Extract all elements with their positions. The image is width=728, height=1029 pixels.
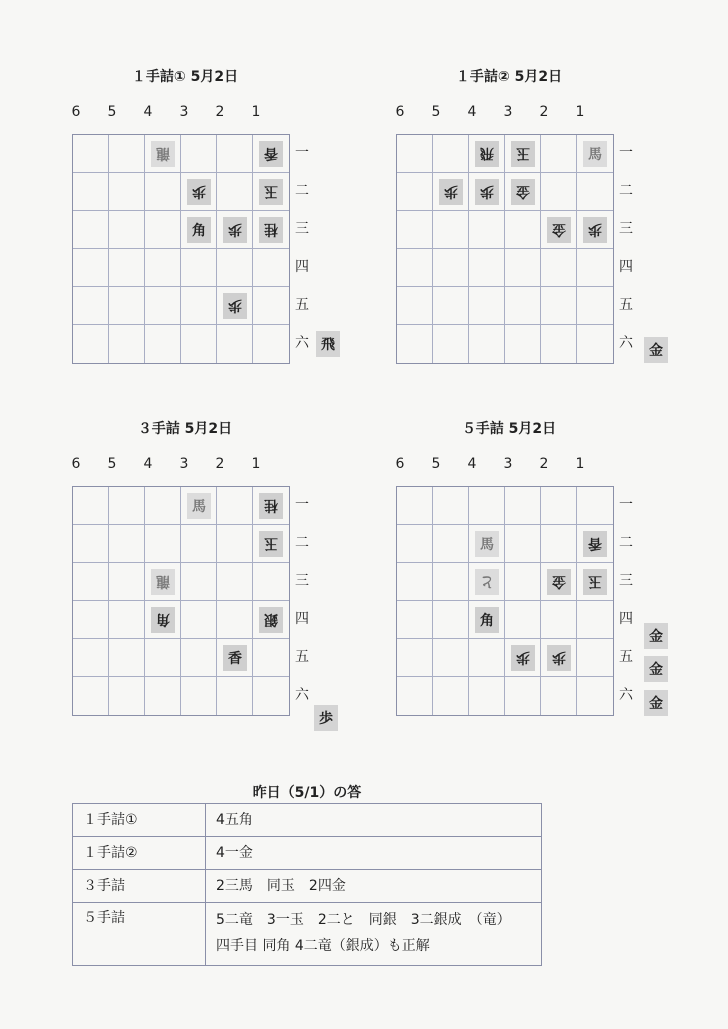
- board-square: [217, 173, 253, 211]
- answer-row: [73, 837, 542, 870]
- board-square: [181, 211, 217, 249]
- board-square: [433, 563, 469, 601]
- piece-in-hand: 金: [644, 690, 668, 716]
- shogi-piece: 桂: [259, 493, 283, 519]
- board-square: [541, 135, 577, 173]
- board-square: [577, 211, 613, 249]
- board-square: [577, 135, 613, 173]
- puzzle-title: ３手詰 5月2日: [137, 421, 233, 437]
- shogi-piece: 玉: [259, 531, 283, 557]
- board-square: [541, 487, 577, 525]
- puzzle-1: [72, 66, 372, 366]
- column-label: 4: [467, 104, 477, 120]
- shogi-piece: 香: [259, 141, 283, 167]
- board-square: [505, 249, 541, 287]
- board-square: [253, 601, 289, 639]
- board-square: [469, 563, 505, 601]
- shogi-piece: 金: [547, 569, 571, 595]
- board-square: [397, 135, 433, 173]
- column-label: 6: [71, 456, 81, 472]
- row-label: 六: [619, 687, 633, 703]
- board-square: [433, 487, 469, 525]
- board-square: [469, 677, 505, 715]
- answer-line: 5二竜 3一玉 2二と 同銀 3二銀成 （竜）: [216, 912, 511, 928]
- board-square: [109, 525, 145, 563]
- column-labels: [396, 104, 696, 122]
- board-square: [145, 135, 181, 173]
- board-square: [469, 525, 505, 563]
- board-square: [577, 677, 613, 715]
- row-label: 五: [295, 297, 309, 313]
- answer-row: [73, 870, 542, 903]
- column-label: 4: [143, 104, 153, 120]
- board-square: [109, 287, 145, 325]
- board-square: [181, 173, 217, 211]
- board-square: [109, 601, 145, 639]
- row-label: 二: [619, 183, 633, 199]
- shogi-piece: 香: [223, 645, 247, 671]
- board-square: [505, 211, 541, 249]
- board-square: [505, 601, 541, 639]
- piece-in-hand: 金: [644, 656, 668, 682]
- answer-label: ５手詰: [73, 903, 206, 966]
- row-label: 六: [295, 335, 309, 351]
- board-square: [541, 525, 577, 563]
- board-square: [217, 487, 253, 525]
- row-label: 三: [619, 573, 633, 589]
- shogi-piece: 馬: [583, 141, 607, 167]
- row-label: 四: [295, 259, 309, 275]
- board-square: [577, 325, 613, 363]
- board-square: [217, 525, 253, 563]
- board-square: [505, 639, 541, 677]
- row-labels: [616, 134, 636, 362]
- board-square: [505, 325, 541, 363]
- board-square: [433, 601, 469, 639]
- board-square: [145, 487, 181, 525]
- board-square: [109, 249, 145, 287]
- board-square: [541, 173, 577, 211]
- shogi-piece: 歩: [223, 293, 247, 319]
- answer-row: [73, 903, 542, 966]
- puzzle-2: [396, 66, 696, 366]
- board-square: [433, 325, 469, 363]
- board-square: [73, 525, 109, 563]
- answer-moves: 4五角: [206, 804, 542, 837]
- board-square: [145, 525, 181, 563]
- row-label: 三: [619, 221, 633, 237]
- column-label: 5: [107, 104, 117, 120]
- shogi-board: [396, 486, 614, 716]
- shogi-piece: 角: [475, 607, 499, 633]
- row-label: 六: [295, 687, 309, 703]
- board-square: [469, 325, 505, 363]
- board-square: [469, 135, 505, 173]
- row-label: 一: [619, 497, 633, 513]
- board-square: [469, 601, 505, 639]
- shogi-piece: 歩: [475, 179, 499, 205]
- board-square: [469, 173, 505, 211]
- board-square: [253, 211, 289, 249]
- shogi-piece: 香: [583, 531, 607, 557]
- board-square: [181, 563, 217, 601]
- board-square: [433, 677, 469, 715]
- board-square: [253, 325, 289, 363]
- row-labels: [616, 486, 636, 714]
- board-square: [397, 639, 433, 677]
- board-square: [433, 173, 469, 211]
- column-label: 1: [251, 104, 261, 120]
- shogi-piece: 桂: [259, 217, 283, 243]
- row-label: 二: [295, 535, 309, 551]
- answers-table: [72, 803, 542, 966]
- puzzle-4: [396, 418, 696, 718]
- answer-moves: [206, 903, 542, 966]
- board-square: [469, 639, 505, 677]
- column-label: 3: [179, 456, 189, 472]
- board-square: [397, 601, 433, 639]
- column-label: 2: [215, 104, 225, 120]
- board-square: [469, 211, 505, 249]
- row-label: 三: [295, 573, 309, 589]
- row-label: 五: [619, 649, 633, 665]
- board-square: [577, 601, 613, 639]
- column-label: 3: [503, 104, 513, 120]
- column-label: 6: [71, 104, 81, 120]
- board-square: [469, 487, 505, 525]
- shogi-piece: 歩: [511, 645, 535, 671]
- board-square: [397, 525, 433, 563]
- board-square: [109, 173, 145, 211]
- board-square: [181, 287, 217, 325]
- column-label: 4: [143, 456, 153, 472]
- board-square: [469, 287, 505, 325]
- board-square: [541, 677, 577, 715]
- board-square: [217, 249, 253, 287]
- board-square: [397, 249, 433, 287]
- column-label: 6: [395, 104, 405, 120]
- answers-title: 昨日（5/1）の答: [252, 785, 362, 801]
- board-square: [145, 173, 181, 211]
- column-label: 1: [575, 104, 585, 120]
- row-labels: [292, 134, 312, 362]
- row-label: 四: [619, 259, 633, 275]
- board-square: [109, 677, 145, 715]
- board-square: [469, 249, 505, 287]
- board-square: [433, 135, 469, 173]
- shogi-piece: 歩: [547, 645, 571, 671]
- shogi-piece: 玉: [583, 569, 607, 595]
- board-square: [505, 487, 541, 525]
- board-square: [109, 487, 145, 525]
- board-square: [217, 287, 253, 325]
- board-square: [217, 677, 253, 715]
- board-square: [181, 525, 217, 563]
- board-square: [577, 525, 613, 563]
- puzzle-title: １手詰② 5月2日: [455, 69, 563, 85]
- board-square: [541, 601, 577, 639]
- shogi-piece: 金: [547, 217, 571, 243]
- board-square: [145, 211, 181, 249]
- board-square: [253, 287, 289, 325]
- board-square: [217, 135, 253, 173]
- board-square: [217, 639, 253, 677]
- board-square: [145, 639, 181, 677]
- board-square: [505, 135, 541, 173]
- board-square: [181, 325, 217, 363]
- row-label: 四: [619, 611, 633, 627]
- shogi-piece: 銀: [259, 607, 283, 633]
- board-square: [181, 249, 217, 287]
- shogi-piece: と: [475, 569, 499, 595]
- row-label: 五: [295, 649, 309, 665]
- board-square: [109, 135, 145, 173]
- column-label: 2: [539, 104, 549, 120]
- column-labels: [72, 456, 372, 474]
- board-square: [145, 677, 181, 715]
- shogi-board: [72, 486, 290, 716]
- board-square: [73, 287, 109, 325]
- board-square: [433, 211, 469, 249]
- board-square: [541, 249, 577, 287]
- board-square: [217, 601, 253, 639]
- board-square: [253, 135, 289, 173]
- row-label: 一: [619, 145, 633, 161]
- board-square: [217, 563, 253, 601]
- board-square: [145, 287, 181, 325]
- board-square: [541, 639, 577, 677]
- shogi-piece: 龍: [151, 141, 175, 167]
- board-square: [397, 287, 433, 325]
- board-square: [253, 249, 289, 287]
- board-square: [397, 173, 433, 211]
- board-square: [397, 487, 433, 525]
- board-square: [145, 249, 181, 287]
- column-label: 3: [179, 104, 189, 120]
- row-label: 一: [295, 145, 309, 161]
- board-square: [541, 211, 577, 249]
- piece-in-hand: 金: [644, 623, 668, 649]
- shogi-piece: 馬: [475, 531, 499, 557]
- board-square: [577, 639, 613, 677]
- board-square: [505, 173, 541, 211]
- board-square: [217, 211, 253, 249]
- board-square: [109, 563, 145, 601]
- shogi-piece: 馬: [187, 493, 211, 519]
- column-label: 4: [467, 456, 477, 472]
- board-square: [253, 173, 289, 211]
- board-square: [397, 677, 433, 715]
- column-label: 6: [395, 456, 405, 472]
- column-label: 5: [431, 456, 441, 472]
- board-square: [253, 677, 289, 715]
- board-square: [433, 249, 469, 287]
- board-square: [505, 287, 541, 325]
- answer-moves: 4一金: [206, 837, 542, 870]
- board-square: [181, 677, 217, 715]
- board-square: [109, 325, 145, 363]
- shogi-piece: 角: [151, 607, 175, 633]
- board-square: [73, 249, 109, 287]
- board-square: [577, 563, 613, 601]
- shogi-piece: 飛: [475, 141, 499, 167]
- puzzle-3: [71, 418, 372, 727]
- answer-moves: 2三馬 同玉 2四金: [206, 870, 542, 903]
- shogi-piece: 玉: [259, 179, 283, 205]
- column-label: 1: [575, 456, 585, 472]
- answer-label: １手詰①: [73, 804, 206, 837]
- shogi-piece: 歩: [439, 179, 463, 205]
- answer-label: ３手詰: [73, 870, 206, 903]
- board-square: [433, 525, 469, 563]
- board-square: [109, 211, 145, 249]
- puzzle-title: １手詰① 5月2日: [131, 69, 239, 85]
- puzzle-title: ５手詰 5月2日: [461, 421, 557, 437]
- answer-label: １手詰②: [73, 837, 206, 870]
- board-square: [541, 325, 577, 363]
- board-square: [253, 639, 289, 677]
- board-square: [505, 677, 541, 715]
- board-square: [73, 211, 109, 249]
- board-square: [73, 325, 109, 363]
- row-label: 六: [619, 335, 633, 351]
- shogi-board: [396, 134, 614, 364]
- shogi-piece: 角: [187, 217, 211, 243]
- column-label: 1: [251, 456, 261, 472]
- piece-in-hand: 飛: [316, 331, 340, 357]
- board-square: [217, 325, 253, 363]
- shogi-piece: 玉: [511, 141, 535, 167]
- board-square: [253, 563, 289, 601]
- board-square: [541, 287, 577, 325]
- board-square: [73, 677, 109, 715]
- board-square: [541, 563, 577, 601]
- row-label: 一: [295, 497, 309, 513]
- board-square: [181, 639, 217, 677]
- column-label: 2: [215, 456, 225, 472]
- shogi-piece: 歩: [187, 179, 211, 205]
- shogi-board: [72, 134, 290, 364]
- board-square: [181, 601, 217, 639]
- answer-line: 四手目 同角 4二竜（銀成）も正解: [216, 938, 430, 954]
- column-labels: [72, 104, 372, 122]
- shogi-piece: 金: [511, 179, 535, 205]
- board-square: [505, 525, 541, 563]
- row-labels: [292, 486, 312, 714]
- row-label: 五: [619, 297, 633, 313]
- piece-in-hand: 歩: [314, 705, 338, 731]
- row-label: 四: [295, 611, 309, 627]
- board-square: [253, 525, 289, 563]
- board-square: [577, 249, 613, 287]
- board-square: [145, 563, 181, 601]
- board-square: [253, 487, 289, 525]
- answer-row: [73, 804, 542, 837]
- shogi-piece: 龍: [151, 569, 175, 595]
- column-label: 5: [107, 456, 117, 472]
- board-square: [73, 173, 109, 211]
- board-square: [181, 135, 217, 173]
- column-labels: [396, 456, 696, 474]
- column-label: 2: [539, 456, 549, 472]
- column-label: 5: [431, 104, 441, 120]
- board-square: [109, 639, 145, 677]
- board-square: [73, 487, 109, 525]
- shogi-piece: 歩: [583, 217, 607, 243]
- board-square: [397, 211, 433, 249]
- board-square: [145, 325, 181, 363]
- row-label: 二: [619, 535, 633, 551]
- board-square: [577, 487, 613, 525]
- shogi-piece: 歩: [223, 217, 247, 243]
- row-label: 三: [295, 221, 309, 237]
- board-square: [145, 601, 181, 639]
- board-square: [181, 487, 217, 525]
- board-square: [505, 563, 541, 601]
- board-square: [73, 563, 109, 601]
- piece-in-hand: 金: [644, 337, 668, 363]
- board-square: [577, 173, 613, 211]
- row-label: 二: [295, 183, 309, 199]
- board-square: [73, 639, 109, 677]
- board-square: [397, 325, 433, 363]
- board-square: [397, 563, 433, 601]
- board-square: [433, 639, 469, 677]
- board-square: [433, 287, 469, 325]
- board-square: [73, 135, 109, 173]
- board-square: [73, 601, 109, 639]
- board-square: [577, 287, 613, 325]
- column-label: 3: [503, 456, 513, 472]
